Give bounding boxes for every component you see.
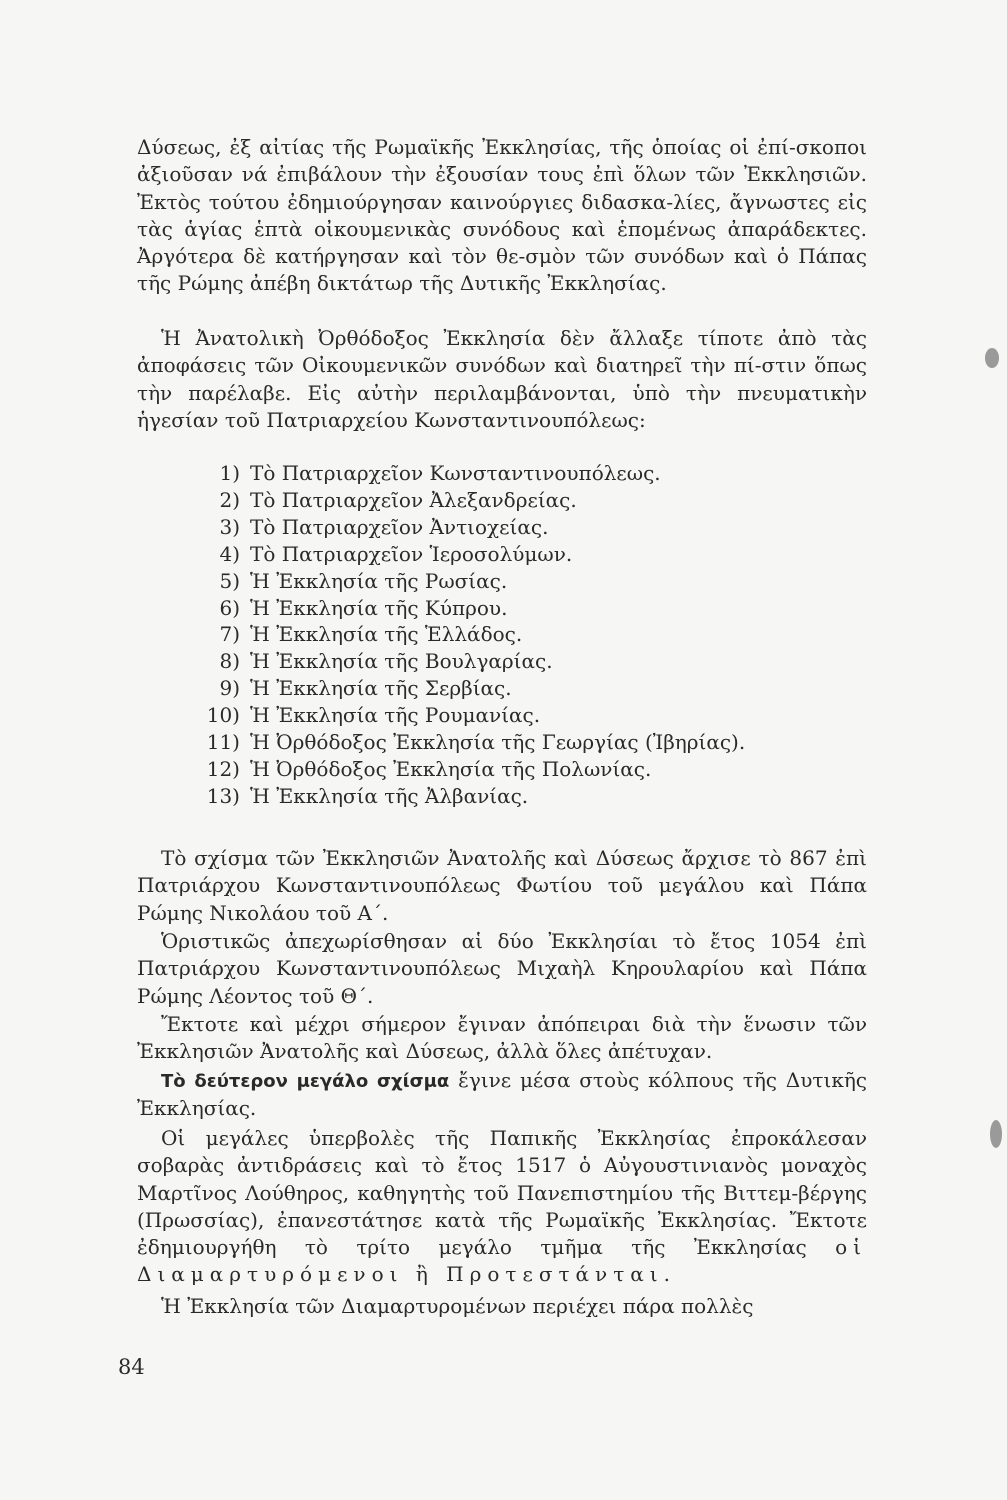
church-list-text: Ἡ Ἐκκλησία τῆς Ἑλλάδος. [250, 622, 523, 647]
scan-speck-mark [985, 348, 999, 368]
church-list-text: Ἡ Ἐκκλησία τῆς Ἀλβανίας. [250, 783, 529, 808]
church-list-item [188, 541, 745, 568]
church-list-number: 9) [219, 676, 240, 701]
church-list-item [188, 621, 745, 648]
church-list-number: 4) [219, 541, 240, 566]
paragraph-second-schism [137, 1067, 867, 1123]
church-list-text: Ἡ Ἐκκλησία τῆς Ρωσίας. [250, 568, 508, 593]
church-list-item [188, 487, 745, 514]
church-list-number: 5) [219, 568, 240, 593]
church-list-number: 6) [219, 595, 240, 620]
scan-edge-mark [990, 1120, 1002, 1148]
church-list-number: 2) [219, 487, 240, 512]
church-list-number: 8) [219, 649, 240, 674]
church-list-text: Ἡ Ἐκκλησία τῆς Σερβίας. [250, 676, 512, 701]
paragraph-schism-causes: Δύσεως, ἐξ αἰτίας τῆς Ρωμαϊκῆς Ἐκκλησίας, τῆς ὁποίας οἱ ἐπί-σκοποι ἀξιοῦσαν νά ἐπιβάλουν τὴν ἐξουσίαν τους ἐπὶ ὅλων τῶν Ἐκκλησιῶν. Ἐκτὸς τούτου ἐδημιούργησαν καινούργιες διδασκα-λίες, ἄγνωστες εἰς τὰς ἁγίας ἑπτὰ οἰκουμενικὰς συνόδους καὶ ἑπομένως ἀπαράδεκτες. Ἀργότερα δὲ κατήργησαν καὶ τὸν θε-σμὸν τῶν συνόδων καὶ ὁ Πάπας τῆς Ρώμης ἀπέβη δικτάτωρ τῆς Δυτικῆς Ἐκκλησίας. [137, 135, 867, 296]
church-list-item [188, 460, 745, 487]
church-list-text: Ἡ Ὀρθόδοξος Ἐκκλησία τῆς Πολωνίας. [250, 756, 652, 781]
church-list-number: 3) [219, 514, 240, 539]
church-list-number: 10) [206, 703, 240, 728]
church-list-item [188, 729, 745, 756]
church-list-text: Ἡ Ἐκκλησία τῆς Ρουμανίας. [250, 703, 541, 728]
church-list-number: 13) [206, 783, 240, 808]
church-list-item [188, 568, 745, 595]
church-list-number: 12) [206, 756, 240, 781]
paragraph-orthodox-church: Ἡ Ἀνατολικὴ Ὀρθόδοξος Ἐκκλησία δὲν ἄλλαξε τίποτε ἀπὸ τὰς ἀποφάσεις τῶν Οἰκουμενικῶν συνόδων καὶ διατηρεῖ τὴν πί-στιν ὅπως τὴν παρέλαβε. Εἰς αὐτὴν περιλαμβάνονται, ὑπὸ τὴν πνευματικὴν ἡγεσίαν τοῦ Πατριαρχείου Κωνσταντινουπόλεως: [137, 326, 867, 432]
church-list-text: Τὸ Πατριαρχεῖον Κωνσταντινουπόλεως. [250, 461, 661, 485]
church-list-text: Ἡ Ὀρθόδοξος Ἐκκλησία τῆς Γεωργίας (Ἰβηρίας). [250, 730, 746, 755]
reformation-text: Οἱ μεγάλες ὑπερβολὲς τῆς Παπικῆς Ἐκκλησίας ἐπροκάλεσαν σοβαρὰς ἀντιδράσεις καὶ τὸ ἔτος 1517 ὁ Αὐγουστινιανὸς μοναχὸς Μαρτῖνος Λούθηρος, καθηγητὴς τοῦ Πανεπιστημίου τῆς Βιττεμ-βέργης (Πρωσσίας), ἐπανεστάτησε κατὰ τῆς Ρωμαϊκῆς Ἐκκλησίας. Ἔκτοτε ἐδημιουργήθη τὸ τρίτο μεγάλο τμῆμα τῆς Ἐκκλησίας [137, 1126, 867, 1260]
church-list-number: 11) [206, 730, 240, 755]
church-list-text: Τὸ Πατριαρχεῖον Ἀντιοχείας. [250, 514, 549, 539]
paragraph-protestant-churches: Ἡ Ἐκκλησία τῶν Διαμαρτυρομένων περιέχει πάρα πολλὲς [161, 1294, 754, 1318]
church-list-text: Τὸ Πατριαρχεῖον Ἀλεξανδρείας. [250, 487, 577, 512]
church-list-item [188, 595, 745, 622]
church-list-item [188, 756, 745, 783]
church-list-item [188, 514, 745, 541]
church-list-item [188, 675, 745, 702]
church-list-item [188, 648, 745, 675]
paragraph-union-attempts: Ἔκτοτε καὶ μέχρι σήμερον ἔγιναν ἀπόπειραι διὰ τὴν ἕνωσιν τῶν Ἐκκλησιῶν Ἀνατολῆς καὶ Δύσεως, ἀλλὰ ὅλες ἀπέτυχαν. [137, 1012, 867, 1064]
church-list-item [188, 783, 745, 810]
orthodox-churches-list [188, 460, 745, 810]
second-schism-text: ἔγινε μέσα στοὺς κόλπους τῆς Δυτικῆς Ἐκκλησίας. [137, 1068, 867, 1121]
second-schism-heading: Τὸ δεύτερον μεγάλο σχίσμα [161, 1071, 450, 1092]
page-number: 84 [118, 1355, 145, 1379]
church-list-number: 1) [219, 461, 240, 485]
church-list-item [188, 702, 745, 729]
paragraph-schism-1054: Ὁριστικῶς ἀπεχωρίσθησαν αἱ δύο Ἐκκλησίαι τὸ ἔτος 1054 ἐπὶ Πατριάρχου Κωνσταντινουπόλεως Μιχαὴλ Κηρουλαρίου καὶ Πάπα Ρώμης Λέοντος τοῦ Θ΄. [137, 929, 867, 1008]
church-list-text: Ἡ Ἐκκλησία τῆς Κύπρου. [250, 595, 508, 620]
paragraph-schism-867: Τὸ σχίσμα τῶν Ἐκκλησιῶν Ἀνατολῆς καὶ Δύσεως ἄρχισε τὸ 867 ἐπὶ Πατριάρχου Κωνσταντινουπόλεως Φωτίου τοῦ μεγάλου καὶ Πάπα Ρώμης Νικολάου τοῦ Α΄. [137, 846, 867, 925]
paragraph-reformation [137, 1125, 867, 1289]
protestants-spaced-text: οἱ Διαμαρτυρόμενοι ἢ Προτεστάνται. [137, 1235, 867, 1287]
church-list-number: 7) [219, 622, 240, 647]
church-list-text: Τὸ Πατριαρχεῖον Ἱεροσολύμων. [250, 541, 573, 566]
church-list-text: Ἡ Ἐκκλησία τῆς Βουλγαρίας. [250, 649, 553, 674]
